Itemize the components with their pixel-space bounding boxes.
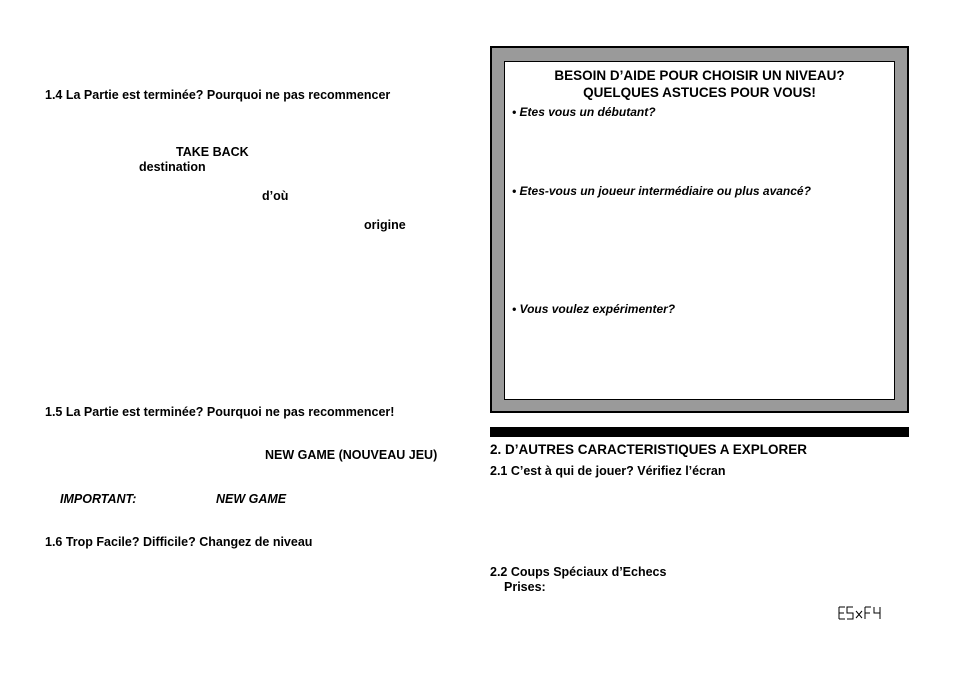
- new-game-nouveau-jeu-label: NEW GAME (NOUVEAU JEU): [265, 448, 438, 462]
- d-ou-label: d’où: [262, 189, 289, 203]
- section-divider-bar: [490, 427, 909, 437]
- section-2-2-heading: 2.2 Coups Spéciaux d’Echecs: [490, 565, 667, 579]
- section-1-4-heading: 1.4 La Partie est terminée? Pourquoi ne pas recommencer: [45, 88, 391, 102]
- important-label: IMPORTANT:: [60, 492, 137, 506]
- tip-intermediate: • Etes-vous un joueur intermédiaire ou plus avancé?: [512, 184, 811, 198]
- tip-experiment: • Vous voulez expérimenter?: [512, 302, 676, 316]
- tip-beginner: • Etes vous un débutant?: [512, 105, 656, 119]
- help-box-title-line1: BESOIN D’AIDE POUR CHOISIR UN NIVEAU?: [554, 68, 845, 83]
- take-back-label: TAKE BACK: [176, 145, 249, 159]
- prises-label: Prises:: [504, 580, 546, 594]
- section-1-5-heading: 1.5 La Partie est terminée? Pourquoi ne pas recommencer!: [45, 405, 395, 419]
- destination-label: destination: [139, 160, 206, 174]
- lcd-move-display-icon: [838, 606, 882, 620]
- section-2-1-heading: 2.1 C’est à qui de jouer? Vérifiez l’écran: [490, 464, 726, 478]
- origine-label: origine: [364, 218, 406, 232]
- new-game-label: NEW GAME: [216, 492, 287, 506]
- section-2-heading: 2. D’AUTRES CARACTERISTIQUES A EXPLORER: [490, 442, 808, 457]
- section-1-6-heading: 1.6 Trop Facile? Difficile? Changez de niveau: [45, 535, 313, 549]
- help-box-title-line2: QUELQUES ASTUCES POUR VOUS!: [583, 85, 816, 100]
